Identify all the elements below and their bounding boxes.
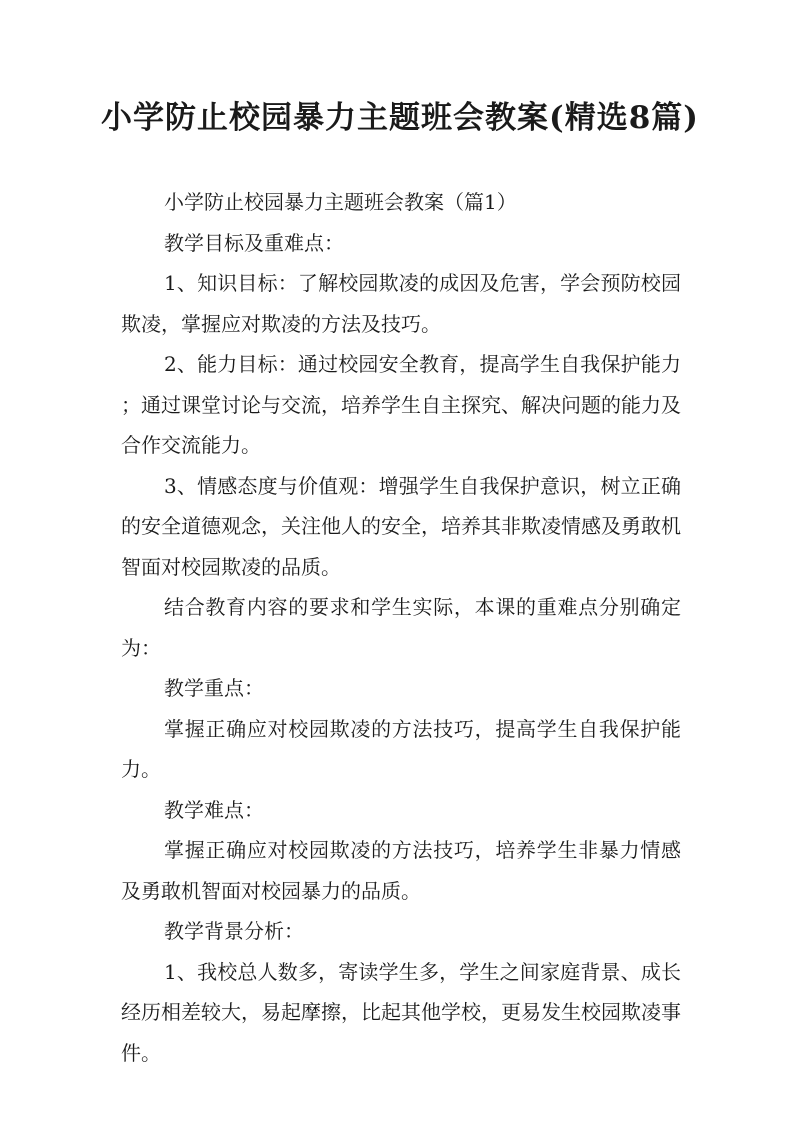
paragraph-attitude-goal: 3、情感态度与价值观：增强学生自我保护意识，树立正确的安全道德观念，关注他人的安全，培养其非欺凌情感及勇敢机智面对校园欺凌的品质。	[121, 473, 681, 579]
paragraph-key-point: 掌握正确应对校园欺凌的方法技巧，提高学生自我保护能力。	[121, 716, 681, 781]
document-body	[121, 182, 681, 1073]
paragraph-background-1: 1、我校总人数多，寄读学生多，学生之间家庭背景、成长经历相差较大，易起摩擦，比起其他学校，更易发生校园欺凌事件。	[121, 959, 681, 1065]
paragraph-difficulty-heading: 教学难点：	[164, 797, 264, 822]
paragraph-background-heading: 教学背景分析：	[164, 919, 304, 943]
paragraph-section-heading: 小学防止校园暴力主题班会教案（篇1）	[164, 190, 517, 214]
paragraph-key-points-intro: 结合教育内容的要求和学生实际，本课的重难点分别确定为：	[121, 595, 681, 660]
document-title: 小学防止校园暴力主题班会教案(精选8篇)	[101, 100, 699, 136]
paragraph-difficulty: 掌握正确应对校园欺凌的方法技巧，培养学生非暴力情感及勇敢机智面对校园暴力的品质。	[121, 838, 681, 903]
paragraph-key-point-heading: 教学重点：	[164, 676, 264, 700]
paragraph-objectives-heading: 教学目标及重难点：	[164, 230, 344, 255]
paragraph-knowledge-goal: 1、知识目标：了解校园欺凌的成因及危害，学会预防校园欺凌，掌握应对欺凌的方法及技巧。	[121, 271, 681, 336]
paragraph-ability-goal: 2、能力目标：通过校园安全教育，提高学生自我保护能力；通过课堂讨论与交流，培养学生自主探究、解决问题的能力及合作交流能力。	[121, 352, 681, 457]
